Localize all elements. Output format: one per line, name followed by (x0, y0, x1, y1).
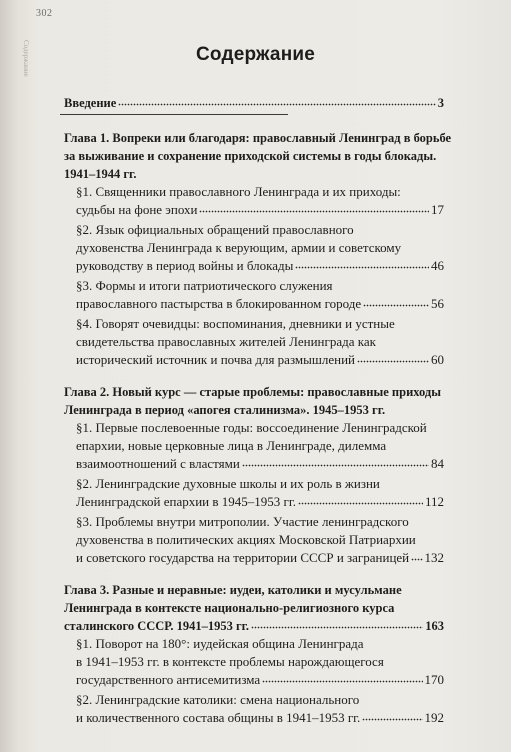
toc-entry-text: сталинского СССР. 1941–1953 гг. (64, 619, 250, 633)
toc-entry-line (76, 221, 444, 239)
toc-page-number: 60 (431, 352, 444, 367)
toc-entry-line (76, 437, 444, 455)
toc-entry-text: духовенства в политических акциях Московской Патриархии (76, 532, 416, 547)
toc-entry-text: §2. Ленинградские духовные школы и их роль в жизни (76, 476, 380, 491)
toc-entry-line (76, 671, 444, 689)
toc-entry-text: руководству в период войны и блокады (76, 258, 294, 273)
dot-leader (262, 674, 422, 684)
toc-chapter-entry[interactable] (64, 581, 444, 635)
toc-section-entry[interactable] (64, 691, 444, 727)
toc-entry-line (64, 617, 444, 635)
dot-leader (357, 354, 429, 364)
toc-section-entry[interactable] (64, 183, 444, 219)
toc-entry-text: 1941–1944 гг. (64, 167, 137, 181)
toc-chapter-entry[interactable] (64, 94, 444, 112)
toc-entry-line (76, 201, 444, 219)
toc-page-number: 3 (437, 96, 444, 110)
toc-entry-line (76, 183, 444, 201)
toc-section-entry[interactable] (64, 221, 444, 275)
toc-chapter-entry[interactable] (64, 383, 444, 419)
toc-entry-line (76, 709, 444, 727)
toc-entry-line (64, 94, 444, 112)
toc-page-number: 132 (424, 550, 444, 565)
toc-entry-line (76, 531, 444, 549)
toc-entry-text: свидетельства православных жителей Ленинграда как (76, 334, 376, 349)
toc-page-number: 170 (424, 672, 444, 687)
toc-entry-text: Ленинградской епархии в 1945–1953 гг. (76, 494, 296, 509)
toc-page-number: 84 (431, 456, 444, 471)
running-header: Содержание (22, 40, 30, 77)
toc-entry-line (76, 493, 444, 511)
toc-chapter-entry[interactable] (64, 129, 452, 183)
toc-entry-line (64, 581, 444, 599)
toc-entry-text: судьбы на фоне эпохи (76, 202, 198, 217)
toc-entry-line (76, 277, 444, 295)
toc-entry-text: Ленинграда в период «апогея сталинизма». 1945–1953 гг. (64, 403, 386, 417)
page-title: Содержание (195, 44, 316, 65)
toc-entry-text: государственного антисемитизма (76, 672, 261, 687)
toc-entry-text: духовенства Ленинграда к верующим, армии и советскому (76, 240, 402, 255)
toc-entry-line (64, 165, 444, 183)
toc-entry-line (76, 333, 444, 351)
dot-leader (199, 204, 429, 214)
toc-entry-line (64, 129, 452, 147)
toc-section-entry[interactable] (64, 315, 444, 369)
toc-entry-line (76, 635, 444, 653)
toc-section-entry[interactable] (64, 513, 444, 567)
toc-entry-text: Ленинграда в контексте национально-религиозного курса (64, 601, 395, 615)
toc-page-number: 192 (424, 710, 444, 725)
toc-section-entry[interactable] (64, 419, 444, 473)
toc-entry-line (76, 513, 444, 531)
toc-section-entry[interactable] (64, 475, 444, 511)
table-of-contents (64, 94, 452, 727)
toc-entry-text: §4. Говорят очевидцы: воспоминания, дневники и устные (76, 316, 395, 331)
dot-leader (251, 620, 423, 630)
toc-entry-line (76, 351, 444, 369)
toc-entry-text: епархии, новые церковные лица в Ленинграде, дилемма (76, 438, 387, 453)
toc-entry-line (64, 383, 444, 401)
toc-entry-text: §1. Священники православного Ленинграда и их приходы: (76, 184, 401, 199)
dot-leader (363, 298, 429, 308)
toc-page-number: 163 (425, 619, 444, 633)
toc-entry-line (64, 599, 444, 617)
toc-entry-text: Глава 1. Вопреки или благодаря: православный Ленинград в борьбе (64, 131, 452, 145)
dot-leader (242, 458, 429, 468)
dot-leader (295, 260, 429, 270)
toc-entry-line (76, 475, 444, 493)
page-number: 302 (36, 8, 53, 19)
toc-entry-line (64, 401, 444, 419)
toc-entry-text: §2. Язык официальных обращений православного (76, 222, 354, 237)
toc-page-number: 17 (431, 202, 444, 217)
toc-entry-text: §3. Формы и итоги патриотического служения (76, 278, 333, 293)
toc-entry-line (76, 239, 444, 257)
toc-entry-line (76, 315, 444, 333)
toc-entry-text: §3. Проблемы внутри митрополии. Участие ленинградского (76, 514, 409, 529)
toc-entry-line (76, 691, 444, 709)
toc-entry-line (76, 549, 444, 567)
toc-page-number: 56 (431, 296, 444, 311)
toc-entry-text: взаимоотношений с властями (76, 456, 240, 471)
toc-section-entry[interactable] (64, 277, 444, 313)
toc-entry-line (64, 147, 444, 165)
toc-entry-text: за выживание и сохранение приходской системы в годы блокады. (64, 149, 437, 163)
dot-leader (118, 97, 435, 107)
toc-entry-line (76, 653, 444, 671)
dot-leader (362, 712, 422, 722)
toc-entry-text: §1. Поворот на 180°: иудейская община Ленинграда (76, 636, 364, 651)
toc-entry-text: исторический источник и почва для размышлений (76, 352, 355, 367)
toc-entry-text: и советского государства на территории СССР и заграницей (76, 550, 410, 565)
dot-leader (411, 552, 422, 562)
toc-entry-line (76, 295, 444, 313)
dot-leader (298, 496, 423, 506)
toc-entry-text: §1. Первые послевоенные годы: воссоединение Ленинградской (76, 420, 427, 435)
toc-entry-text: и количественного состава общины в 1941–1953 гг. (76, 710, 361, 725)
toc-entry-line (76, 455, 444, 473)
toc-entry-text: православного пастырства в блокированном городе (76, 296, 362, 311)
toc-entry-line (76, 419, 444, 437)
toc-page-number: 46 (431, 258, 444, 273)
toc-entry-text: Введение (64, 96, 117, 110)
toc-entry-line (76, 257, 444, 275)
toc-entry-text: Глава 3. Разные и неравные: иудеи, католики и мусульмане (64, 583, 402, 597)
toc-entry-text: §2. Ленинградские католики: смена национального (76, 692, 360, 707)
toc-section-entry[interactable] (64, 635, 444, 689)
toc-page-number: 112 (424, 494, 444, 509)
toc-entry-text: в 1941–1953 гг. в контексте проблемы нарождающегося (76, 654, 384, 669)
toc-entry-text: Глава 2. Новый курс — старые проблемы: православные приходы (64, 385, 442, 399)
